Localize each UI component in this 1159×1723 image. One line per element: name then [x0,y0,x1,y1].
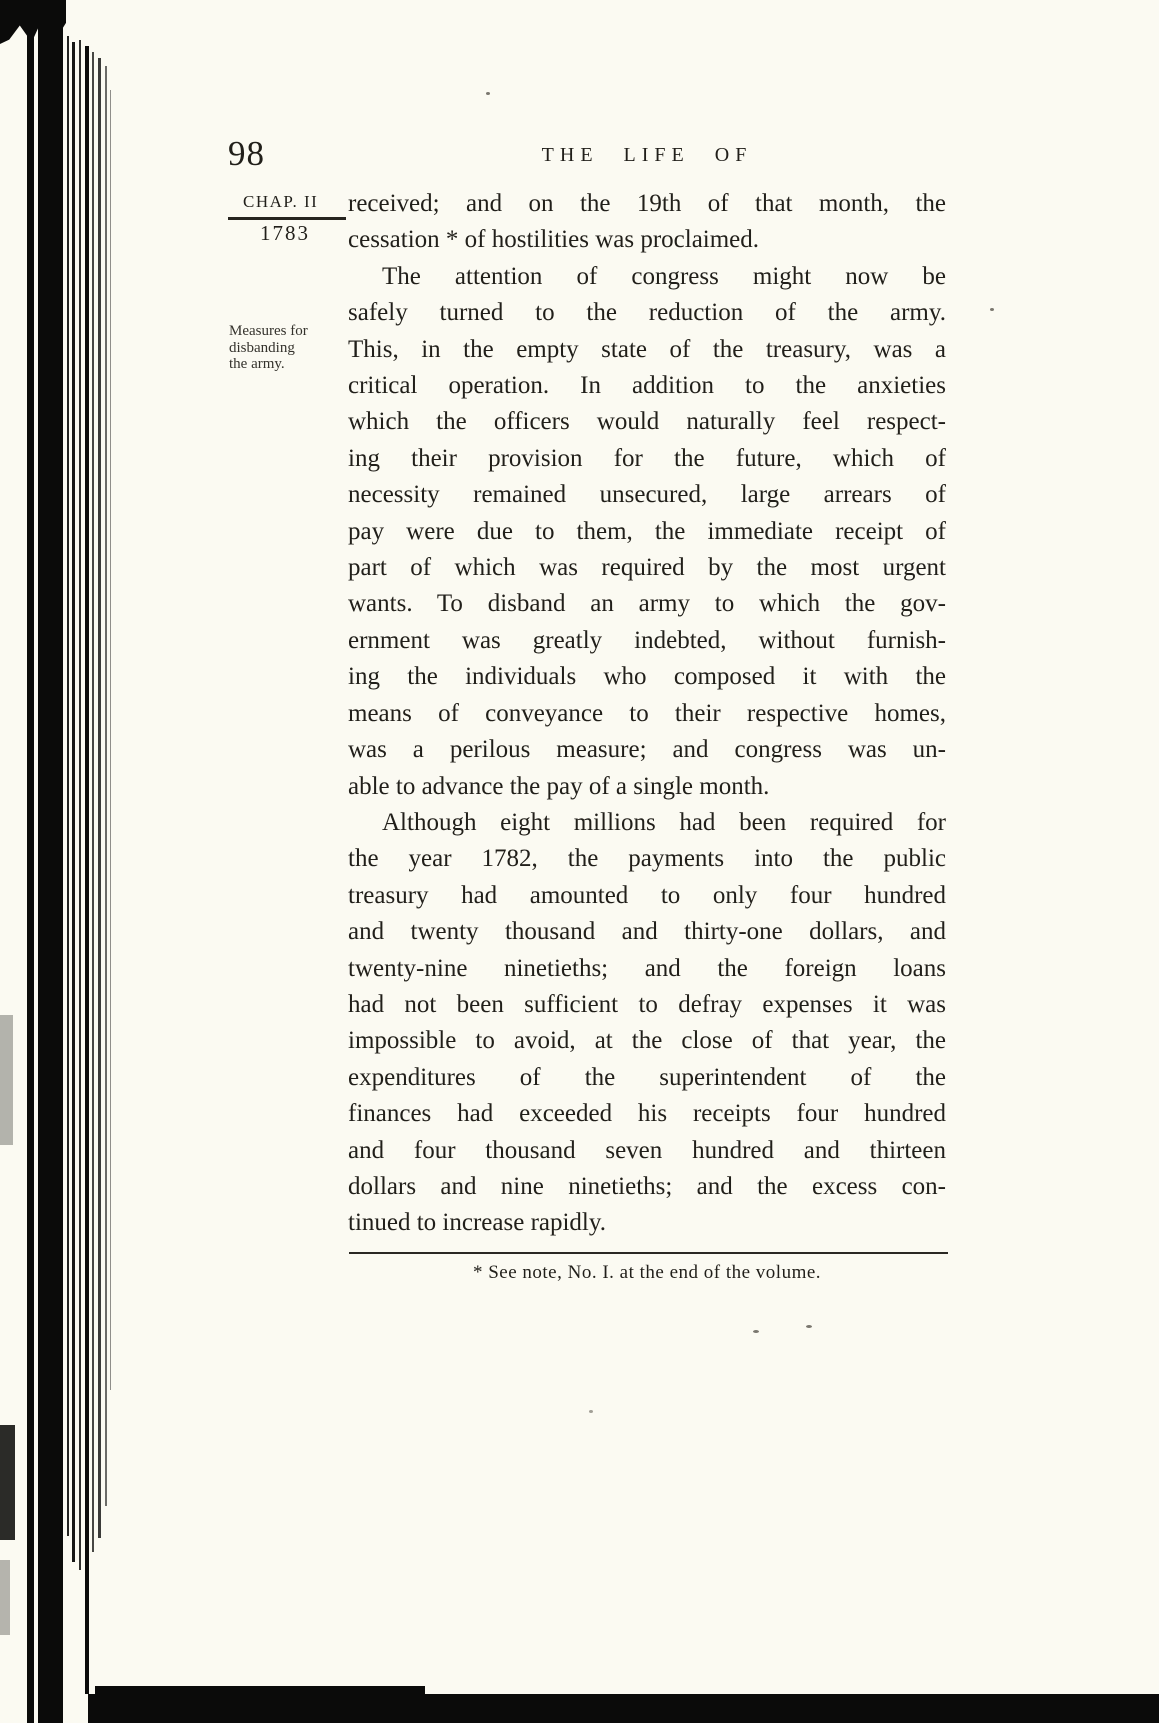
scan-smudge [0,1560,10,1635]
scan-band-bottom [88,1694,1159,1723]
scan-line [79,40,81,1570]
body-line: had not been sufficient to defray expenses it was [348,990,946,1018]
body-line: ing the individuals who composed it with the [348,663,946,691]
side-note-line: the army. [229,356,285,372]
scan-line [98,58,101,1538]
body-line: finances had exceeded his receipts four hundred [348,1100,946,1128]
body-text [348,186,946,1242]
body-line: which the officers would naturally feel respect- [348,408,946,436]
margin-chapter-label: CHAP. II [243,192,319,211]
scan-line [105,66,107,1506]
scan-speck [589,1410,593,1413]
scan-speck [806,1325,812,1328]
scan-line [72,42,75,1562]
body-line: pay were due to them, the immediate receipt of [348,517,946,545]
body-line: tinued to increase rapidly. [348,1209,607,1237]
scan-bar [27,0,34,1723]
body-line: Although eight millions had been required for [382,808,946,836]
side-note-line: disbanding [229,339,295,356]
body-line: wants. To disband an army to which the gov- [348,590,946,618]
scan-line [85,46,89,1694]
scan-band-bottom [95,1686,425,1698]
scan-line [110,90,111,1390]
scan-smudge [0,1425,15,1540]
scan-bar [38,0,63,1723]
body-line: dollars and nine ninetieths; and the excess con- [348,1172,946,1200]
body-line: means of conveyance to their respective homes, [348,699,946,727]
body-line: was a perilous measure; and congress was un- [348,736,946,764]
scan-smudge [0,1015,13,1145]
scan-speck [990,308,994,311]
body-line: treasury had amounted to only four hundred [348,881,946,909]
scan-line [67,36,69,1536]
body-line: critical operation. In addition to the anxieties [348,372,946,400]
side-note-line: Measures for [229,323,308,339]
body-line: part of which was required by the most urgent [348,554,946,582]
footnote-rule [349,1252,948,1254]
body-line: and twenty thousand and thirty-one dollars, and [348,918,946,946]
body-line: necessity remained unsecured, large arrears of [348,481,946,509]
body-line: This, in the empty state of the treasury, was a [348,335,946,363]
margin-side-note [229,323,341,373]
body-line: The attention of congress might now be [382,262,946,290]
page-number: 98 [228,134,265,173]
margin-chapter-rule [228,217,346,220]
running-header: THE LIFE OF [541,144,753,166]
footnote-text: * See note, No. I. at the end of the volume. [472,1262,822,1283]
body-line: impossible to avoid, at the close of that year, the [348,1027,946,1055]
body-line: and four thousand seven hundred and thirteen [348,1136,946,1164]
scan-line [92,52,94,1552]
body-line: received; and on the 19th of that month, the [348,190,946,217]
body-line: twenty-nine ninetieths; and the foreign loans [348,954,946,982]
margin-year: 1783 [260,221,310,245]
body-line: able to advance the pay of a single month. [348,772,770,800]
scan-speck [486,92,490,95]
body-line: safely turned to the reduction of the army. [348,299,946,327]
scan-speck [753,1330,759,1333]
body-line: cessation * of hostilities was proclaimed. [348,226,760,254]
body-line: ing their provision for the future, which of [348,444,946,472]
body-line: ernment was greatly indebted, without furnish- [348,626,946,654]
body-line: the year 1782, the payments into the public [348,845,946,873]
body-line: expenditures of the superintendent of the [348,1063,946,1091]
